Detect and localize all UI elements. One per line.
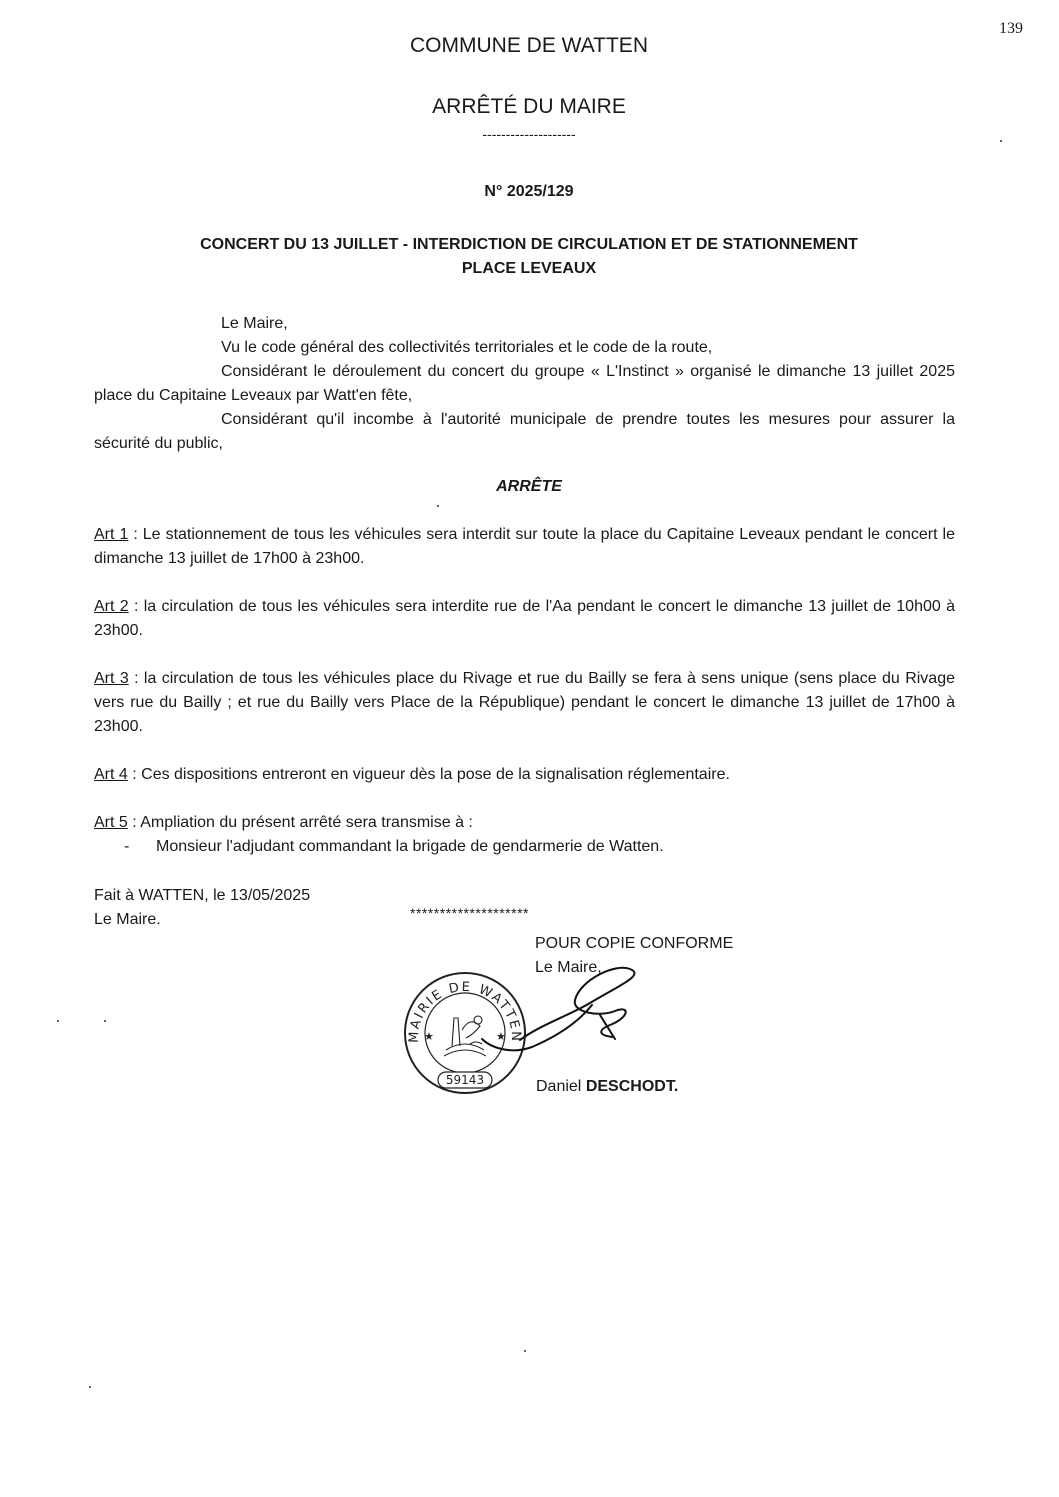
document-title: ARRÊTÉ DU MAIRE (432, 95, 626, 118)
scan-speck (1000, 140, 1002, 142)
preamble-paragraph: Considérant le déroulement du concert du groupe « L'Instinct » organisé le dimanche 13 juillet 2025 place du Capitaine Leveaux par Watt'en fête, (94, 363, 955, 404)
scan-speck (104, 1020, 106, 1022)
title-separator: -------------------- (482, 126, 576, 142)
decree-subject (18, 233, 1040, 281)
done-at-line: Fait à WATTEN, le 13/05/2025 (94, 887, 311, 904)
recipient-item (124, 835, 664, 859)
preamble-paragraph: Le Maire, (221, 315, 288, 332)
svg-text:★: ★ (424, 1030, 434, 1043)
article-2 (94, 595, 955, 643)
article-1 (94, 523, 955, 571)
article-label: Art 2 (94, 598, 129, 615)
subject-line-1: CONCERT DU 13 JUILLET - INTERDICTION DE CIRCULATION ET DE STATIONNEMENT (200, 236, 858, 253)
decree-number: N° 2025/129 (484, 183, 574, 200)
article-label: Art 4 (94, 766, 128, 783)
signature-place-date (94, 884, 310, 932)
mayor-signature-icon (480, 955, 670, 1065)
scan-speck (437, 505, 439, 507)
article-label: Art 1 (94, 526, 129, 543)
article-label: Art 5 (94, 814, 128, 831)
scan-speck (89, 1386, 91, 1388)
preamble (94, 312, 955, 456)
mayor-label: Le Maire. (94, 911, 161, 928)
decree-heading: ARRÊTE (496, 478, 562, 495)
article-text: : la circulation de tous les véhicules sera interdite rue de l'Aa pendant le concert le dimanche 13 juillet de 10h00 à 23h00. (94, 598, 955, 639)
article-label: Art 3 (94, 670, 129, 687)
article-text: : Le stationnement de tous les véhicules sera interdit sur toute la place du Capitaine Leveaux pendant le concert le dimanche 13 juillet de 17h00 à 23h00. (94, 526, 955, 567)
svg-text:★: ★ (496, 1030, 506, 1043)
article-text: : Ampliation du présent arrêté sera transmise à : (127, 814, 473, 831)
copy-note: POUR COPIE CONFORME (535, 935, 734, 952)
preamble-paragraph: Vu le code général des collectivités territoriales et le code de la route, (221, 339, 713, 356)
stars-separator: ******************** (410, 905, 529, 921)
mayor-first-name: Daniel (536, 1078, 582, 1095)
article-text: : Ces dispositions entreront en vigueur dès la pose de la signalisation réglementaire. (127, 766, 730, 783)
scan-speck (57, 1020, 59, 1022)
scan-speck (524, 1350, 526, 1352)
article-5 (94, 811, 955, 835)
copy-mayor-label: Le Maire, (535, 959, 602, 976)
page-number: 139 (999, 20, 1023, 37)
preamble-paragraph: Considérant qu'il incombe à l'autorité municipale de prendre toutes les mesures pour assurer la sécurité du public, (94, 411, 955, 452)
seal-postcode: 59143 (445, 1073, 485, 1087)
article-4 (94, 763, 955, 787)
recipient-text: Monsieur l'adjudant commandant la brigade de gendarmerie de Watten. (156, 838, 664, 855)
mayor-name (536, 1078, 678, 1096)
subject-line-2: PLACE LEVEAUX (461, 260, 597, 277)
seal-top-text: MAIRIE DE WATTEN (406, 979, 524, 1044)
article-3 (94, 667, 955, 739)
mayor-last-name: DESCHODT. (585, 1078, 679, 1095)
list-dash: - (124, 838, 130, 855)
commune-heading: COMMUNE DE WATTEN (410, 34, 648, 57)
article-text: : la circulation de tous les véhicules place du Rivage et rue du Bailly se fera à sens unique (sens place du Rivage vers rue du Bailly ; et rue du Bailly vers Place de la République) pendant le concert le dimanche 13 juillet de 17h00 à 23h00. (94, 670, 955, 735)
